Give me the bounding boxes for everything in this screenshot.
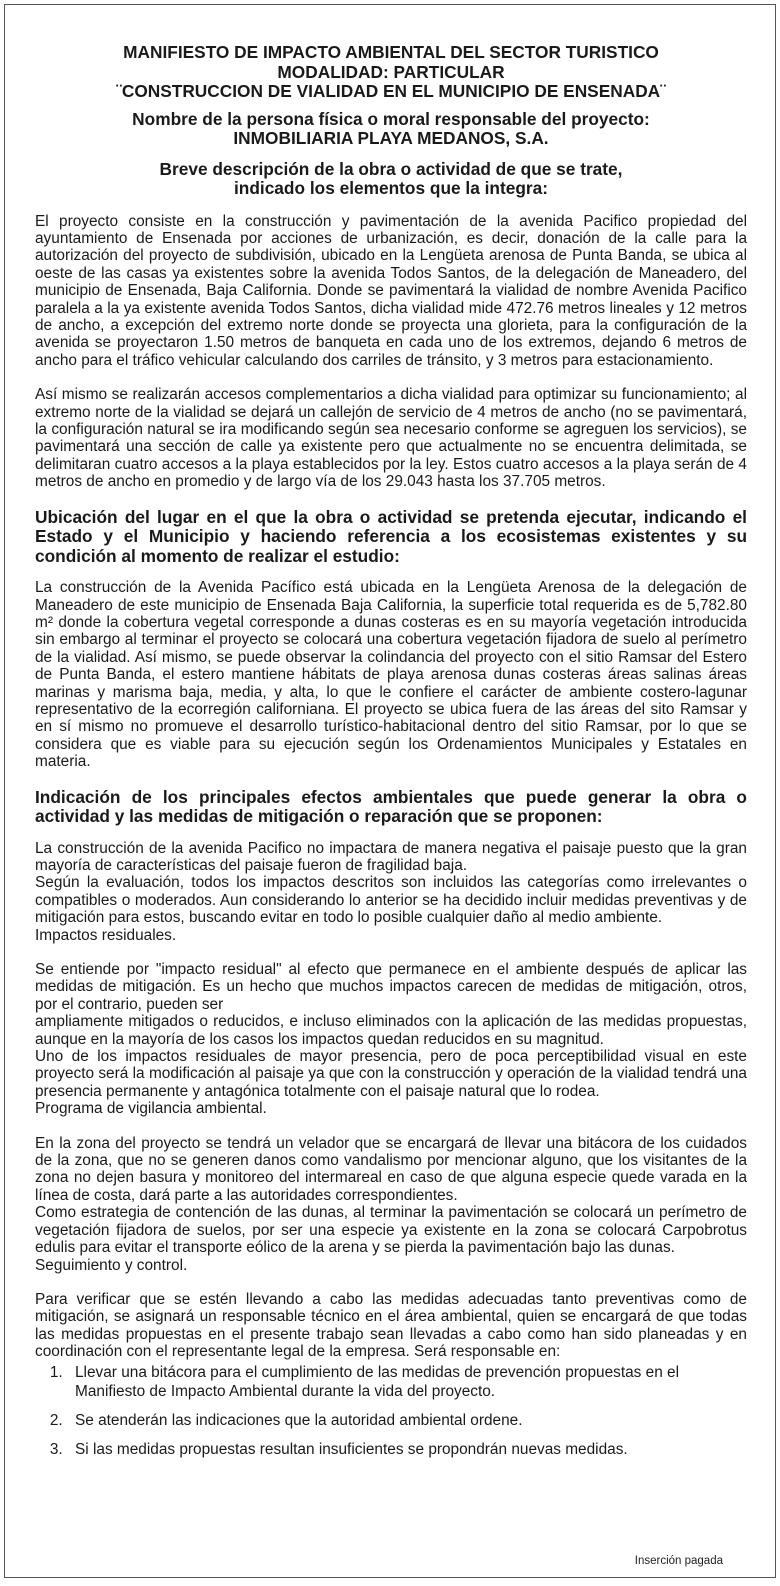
title-line-2: MODALIDAD: PARTICULAR (277, 61, 505, 82)
effects-block-2-line-3: Uno de los impactos residuales de mayor presencia, pero de poca perceptibilidad visual en este proyecto será la modificación al paisaje ya que con la construcción y operación de la vialidad tendrá una presencia permanente y antagónica totalmente con el paisaje natural que lo rodea. (35, 1048, 747, 1100)
effects-block-4-line-1: Para verificar que se estén llevando a cabo las medidas adecuadas tanto preventivas como de mitigación, se asignará un responsable técnico en el área ambiental, quien se encargará de que todas las medidas propuestas en el presente trabajo sean llevadas a cabo como han sido planeadas y en coordinación con el representante legal de la empresa. Será responsable en: (35, 1290, 747, 1361)
effects-block-3-line-1: En la zona del proyecto se tendrá un velador que se encargará de llevar una bitácora de los cuidados de la zona, que no se generen danos como vandalismo por mencionar alguno, que los visitantes de la zona no dejen basura y monitoreo del intermareal en caso de que alguna especie quede varada en la línea de costa, dará parte a las autoridades correspondientes. (35, 1134, 747, 1204)
document-page (4, 4, 776, 1578)
title-line-1: MANIFIESTO DE IMPACTO AMBIENTAL DEL SECTOR TURISTICO (123, 42, 659, 62)
location-heading: Ubicación del lugar en el que la obra o actividad se pretenda ejecutar, indicando el Estado y el Municipio y haciendo referencia a los ecosistemas existentes y su condición al momento de realizar el estudio: (35, 506, 747, 566)
residual-impacts-label: Impactos residuales. (35, 926, 177, 944)
effects-block-4 (35, 1291, 747, 1361)
effects-block-1-line-2: Según la evaluación, todos los impactos descritos son incluidos las categorías como irrelevantes o compatibles o moderados. Aun considerando lo anterior se ha decidido incluir medidas preventivas y de mitigación para estos, buscando evitar en todo lo posible cualquier daño al medio ambiente. (35, 874, 747, 927)
description-paragraph-1: El proyecto consiste en la construcción y pavimentación de la avenida Pacifico propiedad del ayuntamiento de Ensenada por acciones de urbanización, es decir, donación de la calle para la autorización del proyecto de subdivisión, ubicado en la Lengüeta arenosa de Punta Banda, se ubica al oeste de las casas ya existentes sobre la avenida Todos Santos, de la delegación de Maneadero, del municipio de Ensenada, Baja California. Donde se pavimentará la vialidad de nombre Avenida Pacifico paralela a la ya existente avenida Todos Santos, dicha vialidad mide 472.76 metros lineales y 12 metros de ancho, a excepción del extremo norte donde se proyecta una glorieta, para la configuración de la avenida se proyectaron 1.50 metros de banqueta en cada uno de los extremos, dejando 6 metros de ancho para el tráfico vehicular calculando dos carriles de tránsito, y 3 metros para estacionamiento. (35, 212, 747, 369)
measure-item: 2. Se atenderán las indicaciones que la autoridad ambiental ordene. (67, 1411, 747, 1430)
project-name (35, 82, 747, 102)
effects-block-2 (35, 961, 747, 1118)
effects-block-1 (35, 840, 747, 944)
measure-item: 3. Si las medidas propuestas resultan insuficientes se propondrán nuevas medidas. (67, 1440, 747, 1459)
description-heading-line-1: Breve descripción de la obra o actividad de que se trate, (159, 158, 623, 179)
measures-list (35, 1363, 747, 1459)
location-paragraph: La construcción de la Avenida Pacífico está ubicada en la Lengüeta Arenosa de la delegación de Maneadero de este municipio de Ensenada Baja California, la superficie total requerida es de 5,782.80 m² donde la cobertura vegetal corresponde a dunas costeras es en su mayoría vegetación introducida sin embargo al terminar el proyecto se colocará una cobertura vegetación fijadora de suelo al perímetro de la vialidad. Así mismo, se puede observar la colindancia del proyecto con el sitio Ramsar del Estero de Punta Banda, el estero mantiene hábitats de playa arenosa dunas costeras áreas salinas áreas marinas y marisma baja, media, y alta, lo que le confiere el carácter de ambiente costero-lagunar representativo de la ecorregión californiana. El proyecto se ubica fuera de las áreas del sito Ramsar y en sí mismo no promueve el desarrollo turístico-habitacional dentro del sitio Ramsar, por lo que se considera que es viable para su ejecución según los Ordenamientos Municipales y Estatales en materia. (35, 579, 747, 771)
description-heading (35, 160, 747, 199)
surveillance-program-label: Programa de vigilancia ambiental. (35, 1100, 267, 1118)
description-paragraph-2: Así mismo se realizarán accesos complementarios a dicha vialidad para optimizar su funcionamiento; al extremo norte de la vialidad se dejará un callejón de servicio de 4 metros de ancho (no se pavimentará, la configuración natural se ira modificando según sea necesario conforme se agreguen los servicios), se pavimentará una sección de calle ya existente pero que actualmente no se encuentra delimitada, se delimitaran cuatro accesos a la playa establecidos por la ley. Estos cuatro accesos a la playa serán de 4 metros de ancho en promedio y de largo vía de los 29.043 hasta los 37.705 metros. (35, 386, 747, 491)
project-name-text: ¨CONSTRUCCION DE VIALIDAD EN EL MUNICIPIO DE ENSENADA¨ (116, 81, 666, 101)
effects-block-3-line-2: Como estrategia de contención de las dunas, al terminar la pavimentación se colocará un perímetro de vegetación fijadora de suelos, por ser una especie ya existente en la zona se colocará Carpobrotus edulis para evitar el transporte eólico de la arena y se pierda la pavimentación bajo las dunas. (35, 1204, 747, 1257)
follow-up-label: Seguimiento y control. (35, 1256, 188, 1274)
effects-block-2-line-2: ampliamente mitigados o reducidos, e incluso eliminados con la aplicación de las medidas propuestas, aunque en la mayoría de los casos los impactos quedan reducidos en su magnitud. (35, 1013, 747, 1048)
document-title (35, 43, 747, 82)
effects-block-1-line-1: La construcción de la avenida Pacifico no impactara de manera negativa el paisaje puesto que la gran mayoría de características del paisaje fueron de fragilidad baja. (35, 839, 747, 874)
effects-block-3 (35, 1135, 747, 1274)
effects-block-2-line-1: Se entiende por "impacto residual" al efecto que permanece en el ambiente después de aplicar las medidas de mitigación. Es un hecho que muchos impactos carecen de medidas de mitigación, otros, por el contrario, pueden ser (35, 961, 747, 1013)
responsible-label: Nombre de la persona física o moral responsable del proyecto: (132, 108, 650, 129)
responsible-name: INMOBILIARIA PLAYA MEDANOS, S.A. (233, 128, 549, 148)
measure-item: 1. Llevar una bitácora para el cumplimiento de las medidas de prevención propuestas en el Manifiesto de Impacto Ambiental durante la vida del proyecto. (67, 1363, 747, 1401)
effects-heading: Indicación de los principales efectos ambientales que puede generar la obra o actividad y las medidas de mitigación o reparación que se proponen: (35, 786, 747, 827)
paid-insertion-note: Inserción pagada (634, 1555, 723, 1567)
description-heading-line-2: indicado los elementos que la integra: (233, 178, 548, 198)
responsible-section (35, 110, 747, 149)
